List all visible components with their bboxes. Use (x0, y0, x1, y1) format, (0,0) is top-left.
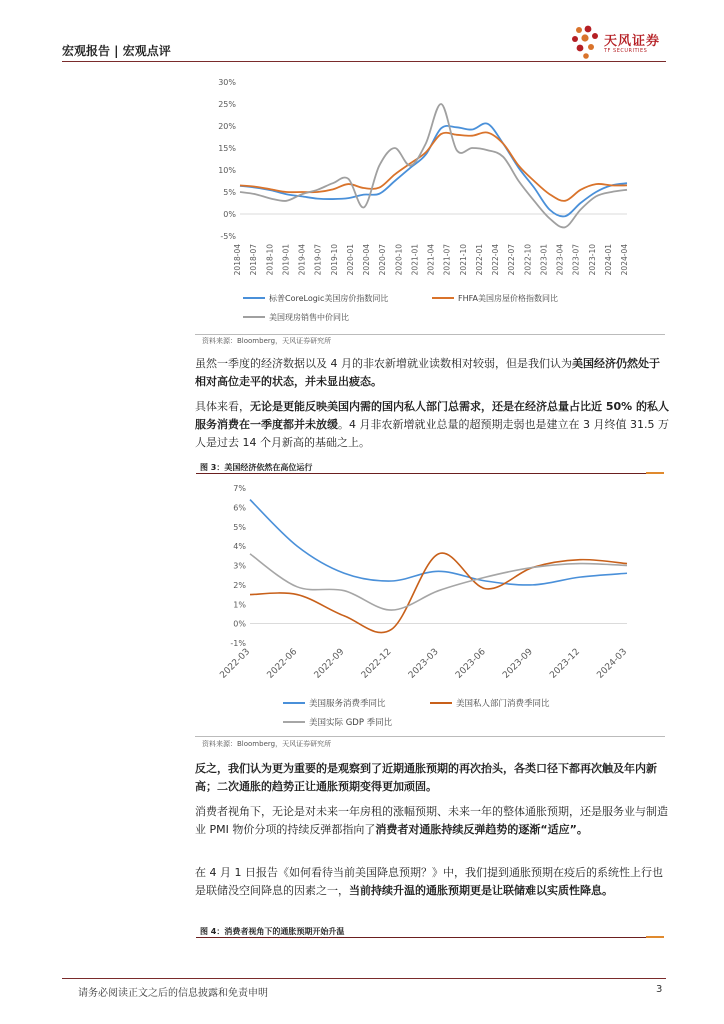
y-tick-label: 3% (233, 561, 246, 571)
y-tick-label: 10% (218, 166, 236, 175)
y-tick-label: 7% (233, 484, 246, 493)
y-tick-label: 30% (218, 78, 236, 87)
x-tick-label: 2023-12 (548, 647, 582, 681)
paragraph-1: 虽然一季度的经济数据以及 4 月的非农新增就业读数相对较弱，但是我们认为美国经济仍然处于相对高位走平的状态，并未显出疲态。 (195, 357, 660, 388)
x-tick-label: 2023-04 (555, 244, 565, 276)
y-tick-label: 1% (233, 600, 246, 610)
x-tick-label: 2019-10 (329, 244, 339, 276)
logo-name: 天风证券 (604, 34, 661, 49)
company-logo-icon (570, 24, 604, 60)
x-tick-label: 2022-04 (491, 244, 500, 276)
logo-subtitle: TF SECURITIES (604, 48, 648, 54)
y-tick-label: -1% (230, 639, 246, 648)
chart1-source-divider (195, 334, 665, 335)
chart1-source: 资料来源：Bloomberg，天风证券研究所 (202, 337, 332, 345)
figure-4-title-accent (646, 936, 664, 938)
x-tick-label: 2022-07 (507, 244, 517, 276)
y-tick-label: 6% (233, 503, 246, 513)
series-line-3 (240, 104, 627, 227)
paragraph-2: 具体来看，无论是更能反映美国内需的国内私人部门总需求，还是在经济总量占比近 50% 的私人服务消费在一季度都并未放缓。4 月非农新增就业总量的超预期走弱也是建立在 3 月终值 31.5 万人是过去 14 个月新高的基础之上。 (195, 400, 669, 449)
x-tick-label: 2019-07 (313, 244, 323, 276)
x-tick-label: 2019-04 (297, 244, 307, 276)
report-category: 宏观报告 | 宏观点评 (62, 44, 171, 58)
legend-label-1: 标普CoreLogic美国房价指数同比 (269, 294, 389, 303)
y-tick-label: 15% (218, 144, 236, 153)
x-tick-label: 2019-01 (281, 244, 291, 276)
series-line-2 (240, 132, 627, 201)
house-price-chart (195, 70, 665, 332)
paragraph-5: 在 4 月 1 日报告《如何看待当前美国降息预期？》中，我们提到通胀预期在疫后的系统性上行也是联储没空间降息的因素之一，当前持续升温的通胀预期更是让联储难以实质性降息。 (195, 866, 663, 897)
chart2-source: 资料来源：Bloomberg，天风证券研究所 (202, 740, 332, 748)
x-tick-label: 2024-01 (603, 244, 613, 276)
x-tick-label: 2023-06 (454, 647, 488, 681)
footer-divider (62, 978, 666, 979)
x-tick-label: 2024-03 (595, 647, 630, 681)
x-tick-label: 2024-04 (620, 244, 629, 276)
y-tick-label: 0% (223, 210, 236, 219)
x-tick-label: 2020-04 (362, 244, 371, 276)
y-tick-label: 0% (233, 619, 246, 629)
figure-4-title: 图 4：消费者视角下的通胀预期开始升温 (200, 927, 345, 936)
y-tick-label: -5% (220, 232, 236, 241)
figure-4-title-divider (196, 937, 664, 938)
x-tick-label: 2022-09 (312, 647, 347, 681)
x-tick-label: 2018-07 (249, 244, 259, 276)
x-tick-label: 2023-01 (539, 244, 549, 276)
page-number: 3 (656, 984, 663, 995)
y-tick-label: 25% (218, 100, 236, 109)
legend-label-1: 美国服务消费季同比 (309, 699, 386, 709)
chart2-source-divider (195, 736, 665, 737)
y-tick-label: 20% (218, 122, 236, 131)
x-tick-label: 2020-01 (345, 244, 355, 276)
y-tick-label: 2% (233, 580, 246, 590)
paragraph-3: 反之，我们认为更为重要的是观察到了近期通胀预期的再次抬头，各类口径下都再次触及年内新高；二次通胀的趋势正让通胀预期变得更加顽固。 (195, 762, 657, 793)
economy-chart (195, 476, 665, 734)
series-line-1 (250, 500, 627, 585)
series-line-1 (240, 123, 627, 216)
x-tick-label: 2022-12 (359, 647, 394, 681)
x-tick-label: 2021-04 (426, 244, 436, 276)
x-tick-label: 2020-10 (394, 244, 404, 276)
footer-disclaimer: 请务必阅读正文之后的信息披露和免责申明 (78, 988, 268, 999)
x-tick-label: 2020-07 (378, 244, 388, 276)
x-tick-label: 2021-07 (442, 244, 452, 276)
series-line-2 (250, 553, 627, 632)
header-divider (62, 61, 666, 62)
y-tick-label: 4% (233, 542, 246, 552)
x-tick-label: 2022-03 (218, 647, 253, 681)
figure-3-title: 图 3：美国经济依然在高位运行 (200, 463, 313, 472)
y-tick-label: 5% (233, 522, 246, 532)
x-tick-label: 2023-03 (406, 647, 441, 681)
x-tick-label: 2022-01 (474, 244, 484, 276)
paragraph-4: 消费者视角下，无论是对未来一年房租的涨幅预期、未来一年的整体通胀预期，还是服务业与制造业 PMI 物价分项的持续反弹都指向了消费者对通胀持续反弹趋势的逐渐“适应”。 (195, 805, 668, 836)
figure-3-title-accent (646, 472, 664, 474)
x-tick-label: 2022-10 (523, 244, 533, 276)
x-tick-label: 2021-10 (458, 244, 468, 276)
x-tick-label: 2018-10 (265, 244, 275, 276)
x-tick-label: 2023-09 (501, 647, 535, 681)
figure-3-title-divider (196, 473, 664, 474)
series-line-3 (250, 554, 627, 610)
x-tick-label: 2023-07 (571, 244, 581, 276)
legend-label-3: 美国实际 GDP 季同比 (309, 718, 393, 728)
legend-label-2: FHFA美国房屋价格指数同比 (458, 294, 558, 303)
legend-label-3: 美国现房销售中价同比 (269, 313, 349, 322)
legend-label-2: 美国私人部门消费季同比 (456, 699, 550, 709)
x-tick-label: 2022-06 (265, 647, 300, 681)
x-tick-label: 2021-01 (410, 244, 420, 276)
x-tick-label: 2018-04 (233, 244, 242, 276)
x-tick-label: 2023-10 (587, 244, 597, 276)
y-tick-label: 5% (223, 188, 236, 197)
